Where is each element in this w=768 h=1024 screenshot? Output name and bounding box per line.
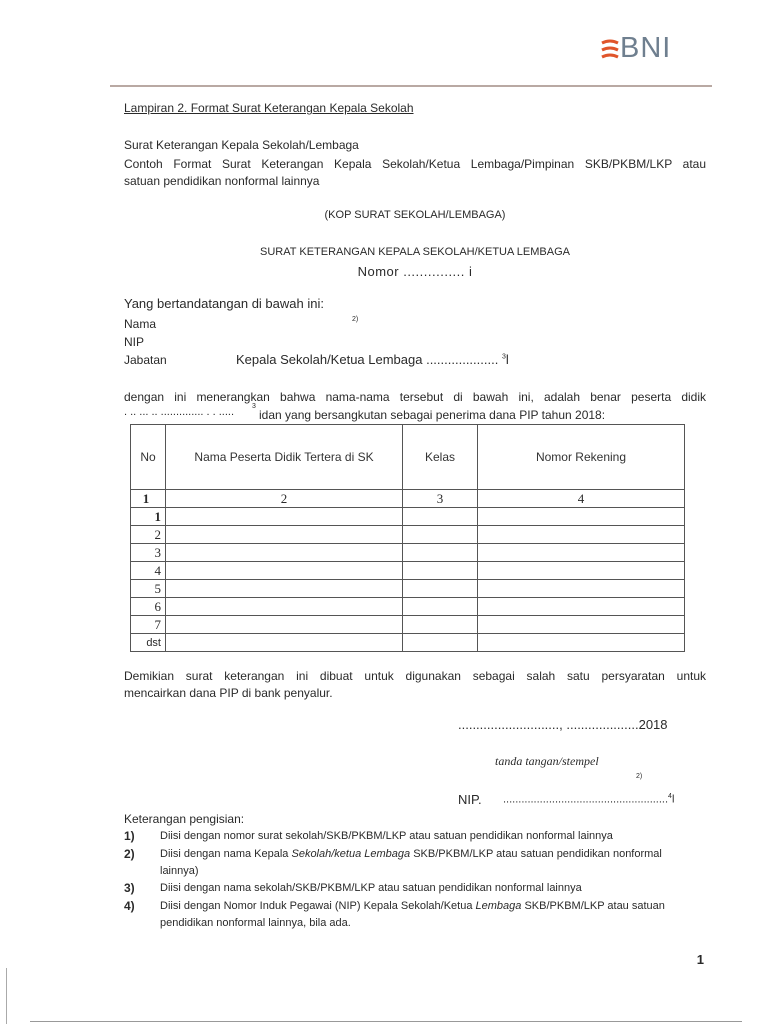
row-no: 6 [131,598,166,616]
table-col-number-row [131,490,685,508]
row-no: 1 [131,508,166,526]
footer-rule [30,1021,742,1022]
jabatan-value-text: Kepala Sekolah/Ketua Lembaga .................... [236,352,502,367]
note-2-text-pre: Diisi dengan nama Kepala [160,848,292,860]
note-4-text-pre: Diisi dengan Nomor Induk Pegawai (NIP) Kepala Sekolah/Ketua [160,900,476,912]
closing-line-1: Demikian surat keterangan ini dibuat untuk digunakan sebagai salah satu persyaratan untuk [124,669,706,683]
kop-surat: (KOP SURAT SEKOLAH/LEMBAGA) [324,209,506,221]
body-line-2-dots: . .. ... .. .............. . . ..... [124,406,235,418]
table-header-row [131,425,685,490]
row-nama [166,526,403,544]
header-kelas: Kelas [403,425,478,490]
notes-title: Keterangan pengisian: [124,812,245,826]
doc-subtitle: Surat Keterangan Kepala Sekolah/Lembaga [124,138,359,152]
note-4-number: 4) [124,899,135,913]
row-rekening [478,616,685,634]
row-kelas [403,544,478,562]
bni-logo-text: BNI [620,32,672,64]
intro-text: Yang bertandatangan di bawah ini: [124,296,324,311]
row-rekening [478,580,685,598]
body-line-1: dengan ini menerangkan bahwa nama-nama tersebut di bawah ini, adalah benar peserta didik [124,390,706,404]
row-nama [166,508,403,526]
header-no: No [131,425,166,490]
table-row [131,616,685,634]
row-kelas [403,616,478,634]
edge-line [6,968,7,1024]
sign-date: ............................, ....................2018 [458,717,668,732]
row-kelas [403,634,478,652]
row-no: 5 [131,580,166,598]
table-row [131,508,685,526]
signature-footnote: 2) [636,773,643,780]
row-rekening [478,508,685,526]
signature-label: tanda tangan/stempel [495,754,599,768]
letter-nomor: Nomor ............... i [357,264,473,279]
closing-line-2: mencairkan dana PIP di bank penyalur. [124,686,333,700]
note-2-text-post: SKB/PKBM/LKP atau satuan pendidikan nonformal [410,848,662,860]
row-kelas [403,580,478,598]
row-nama [166,580,403,598]
table-row [131,634,685,652]
body-line-2-text: idan yang bersangkutan sebagai penerima dana PIP tahun 2018: [259,408,606,422]
lampiran-title: Lampiran 2. Format Surat Keterangan Kepala Sekolah [124,101,414,115]
note-2-number: 2) [124,847,135,861]
page-number: 1 [696,952,704,967]
col-number-3: 3 [403,490,478,508]
note-4-text-post: SKB/PKBM/LKP atau satuan [521,900,665,912]
note-3-number: 3) [124,881,135,895]
bni-logo [600,32,700,66]
table-row [131,562,685,580]
row-rekening [478,544,685,562]
row-rekening [478,598,685,616]
note-4-text [160,898,705,932]
col-number-4: 4 [478,490,685,508]
col-number-2: 2 [166,490,403,508]
jabatan-tail: l [505,352,509,367]
peserta-table [130,424,685,652]
row-nama [166,634,403,652]
note-4-text-line2: pendidikan nonformal lainnya, bila ada. [160,917,351,929]
row-rekening [478,526,685,544]
row-no: 7 [131,616,166,634]
row-no: 3 [131,544,166,562]
row-nama [166,616,403,634]
header-rule [110,85,712,87]
nip-footnote: 4 [668,793,672,800]
note-1-number: 1) [124,829,135,843]
nip-sign-line [503,793,674,806]
row-kelas [403,562,478,580]
note-2-text-em: Sekolah/ketua Lembaga [291,848,411,860]
letter-title: SURAT KETERANGAN KEPALA SEKOLAH/KETUA LEMBAGA [260,246,570,258]
nip-label: NIP [124,335,145,349]
row-rekening [478,562,685,580]
col-number-1: 1 [131,490,166,508]
jabatan-value [236,352,509,367]
table-row [131,526,685,544]
note-1-text: Diisi dengan nomor surat sekolah/SKB/PKBM/LKP atau satuan pendidikan nonformal lainnya [160,830,613,842]
nama-footnote: 2) [352,316,359,323]
row-no: 4 [131,562,166,580]
row-kelas [403,526,478,544]
note-2-text-line2: lainnya) [160,865,199,877]
row-nama [166,544,403,562]
jabatan-footnote: 3 [501,353,506,361]
contoh-line-2: satuan pendidikan nonformal lainnya [124,174,320,188]
bni-logo-mark-icon [600,39,622,63]
row-kelas [403,598,478,616]
nip-dots: ...................................................... [503,793,669,806]
table-row [131,580,685,598]
table-row [131,544,685,562]
body-footnote: 3 [252,403,256,410]
header-rekening: Nomor Rekening [478,425,685,490]
note-4-text-em: Lembaga [475,900,522,912]
nip-sign-label: NIP. [458,792,482,807]
row-rekening [478,634,685,652]
note-3-text: Diisi dengan nama sekolah/SKB/PKBM/LKP atau satuan pendidikan nonformal lainnya [160,882,582,894]
table-row [131,598,685,616]
row-kelas [403,508,478,526]
note-2-text [160,846,705,880]
row-nama [166,562,403,580]
row-nama [166,598,403,616]
nama-label: Nama [124,317,157,331]
nip-tail: l [671,793,675,806]
jabatan-label: Jabatan [124,353,167,367]
header-nama: Nama Peserta Didik Tertera di SK [166,425,403,490]
row-no: dst [131,634,166,652]
row-no: 2 [131,526,166,544]
contoh-line-1: Contoh Format Surat Keterangan Kepala Sekolah/Ketua Lembaga/Pimpinan SKB/PKBM/LKP atau [124,157,706,171]
